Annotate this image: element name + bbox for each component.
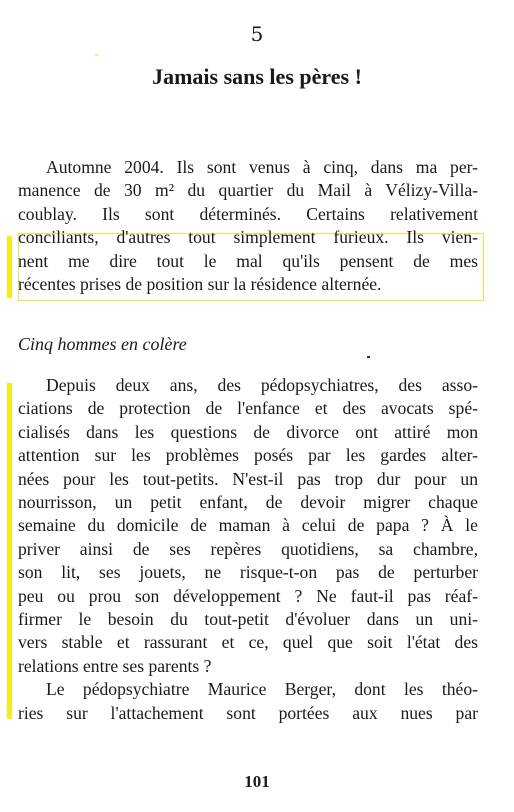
paragraph-2 bbox=[18, 374, 478, 725]
margin-highlight-bar bbox=[7, 383, 12, 719]
stray-mark bbox=[367, 356, 370, 358]
text-line: vers stable et rassurant et ce, quel que soit l'état des bbox=[18, 632, 478, 653]
text-line: manence de 30 m² du quartier du Mail à Vélizy-Villa- bbox=[18, 180, 478, 201]
margin-highlight-bar bbox=[7, 236, 12, 298]
page-number: 101 bbox=[244, 772, 270, 791]
text-line: Automne 2004. Ils sont venus à cinq, dans ma per- bbox=[46, 157, 478, 177]
chapter-number: 5 bbox=[250, 22, 264, 46]
text-line: Depuis deux ans, des pédopsychiatres, des asso- bbox=[46, 375, 478, 395]
text-line: nées pour les tout-petits. N'est-il pas trop dur pour un bbox=[18, 468, 478, 489]
text-line: ries sur l'attachement sont portées aux nues par bbox=[18, 702, 478, 723]
text-line: peu ou prou son développement ? Ne faut-il pas réaf- bbox=[18, 585, 478, 606]
text-line: semaine du domicile de maman à celui de papa ? À le bbox=[18, 515, 478, 536]
text-line: récentes prises de position sur la résidence alternée. bbox=[18, 274, 382, 295]
paragraph-1 bbox=[18, 156, 478, 296]
text-line: firmer le besoin du tout-petit d'évoluer dans un uni- bbox=[18, 609, 478, 630]
text-line: nent me dire tout le mal qu'ils pensent de mes bbox=[18, 250, 478, 271]
text-line: coublay. Ils sont déterminés. Certains relativement bbox=[18, 203, 478, 224]
text-line: Le pédopsychiatre Maurice Berger, dont les théo- bbox=[46, 679, 478, 700]
text-line: son lit, ses jouets, ne risque-t-on pas de perturber bbox=[18, 562, 478, 583]
text-line: nourrisson, un petit enfant, de devoir migrer chaque bbox=[18, 492, 478, 513]
text-line: ciations de protection de l'enfance et des avocats spé- bbox=[18, 398, 478, 419]
section-heading: Cinq hommes en colère bbox=[18, 334, 187, 354]
text-line: priver ainsi de ses repères quotidiens, sa chambre, bbox=[18, 538, 478, 559]
text-line: relations entre ses parents ? bbox=[18, 655, 212, 676]
chapter-title: Jamais sans les pères ! bbox=[152, 64, 362, 89]
text-line: cialisés dans les questions de divorce ont attiré mon bbox=[18, 421, 478, 442]
text-line: attention sur les problèmes posés par les gardes alter- bbox=[18, 445, 478, 466]
stray-mark bbox=[95, 54, 98, 56]
text-line: conciliants, d'autres tout simplement furieux. Ils vien- bbox=[18, 227, 478, 248]
